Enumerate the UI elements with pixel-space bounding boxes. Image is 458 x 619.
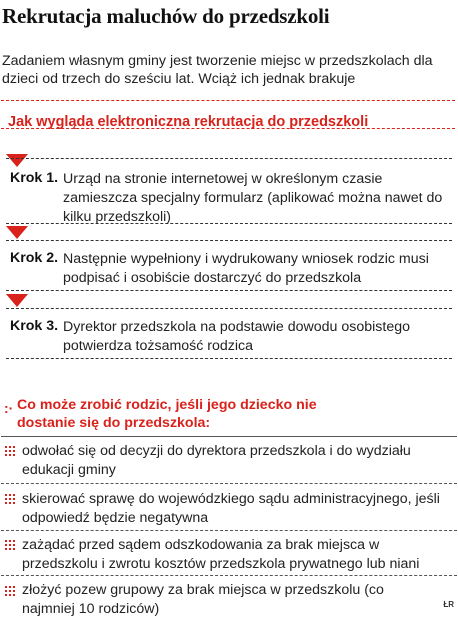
- option-divider: [1, 575, 457, 576]
- step-3-label: Krok 3.: [10, 318, 59, 334]
- option-divider: [1, 530, 457, 531]
- bullet-icon: [5, 586, 15, 596]
- bullet-icon: [5, 540, 15, 550]
- question-marker: :·: [4, 400, 14, 416]
- question-heading: Co może zrobić rodzic, jeśli jego dziecko nie dostanie się do przedszkola:: [17, 397, 317, 431]
- arrow-down-icon: [6, 226, 28, 239]
- option-item-1: odwołać się od decyzji do dyrektora przedszkola i do wydziału edukacji gminy: [22, 443, 411, 478]
- step-1-label: Krok 1.: [10, 170, 59, 186]
- question-rule: [1, 436, 457, 437]
- step-2-label: Krok 2.: [10, 250, 59, 266]
- option-divider: [1, 483, 457, 484]
- step-1-text: Urząd na stronie internetowej w określonym czasie zamieszcza specjalny formularz (aplikować można nawet do kilku przedszkoli): [63, 171, 443, 225]
- article-title: Rekrutacja maluchów do przedszkoli: [2, 4, 330, 28]
- option-item-3: zażądać przed sądem odszkodowania za brak miejsca w przedszkolu i zwrotu kosztów przedszkola prywatnego lub niani: [22, 537, 420, 572]
- bullet-icon: [5, 446, 15, 456]
- option-item-4: złożyć pozew grupowy za brak miejsca w przedszkolu (co najmniej 10 rodziców): [22, 582, 384, 617]
- step-2-text: Następnie wypełniony i wydrukowany wniosek rodzic musi podpisać i osobiście dostarczyć do przedszkola: [63, 251, 429, 286]
- step-3-text: Dyrektor przedszkola na podstawie dowodu osobistego potwierdza tożsamość rodzica: [63, 319, 411, 354]
- bullet-icon: [5, 494, 15, 504]
- process-heading: Jak wygląda elektroniczna rekrutacja do przedszkoli: [8, 114, 369, 130]
- article-subtitle: Zadaniem własnym gminy jest tworzenie miejsc w przedszkolach dla dzieci od trzech do sześciu lat. Wciąż ich jednak brakuje: [2, 53, 433, 87]
- arrow-down-icon: [6, 294, 28, 307]
- option-item-2: skierować sprawę do wojewódzkiego sądu administracyjnego, jeśli odpowiedź będzie negatywna: [22, 491, 440, 526]
- author-credit: ŁR: [443, 600, 454, 609]
